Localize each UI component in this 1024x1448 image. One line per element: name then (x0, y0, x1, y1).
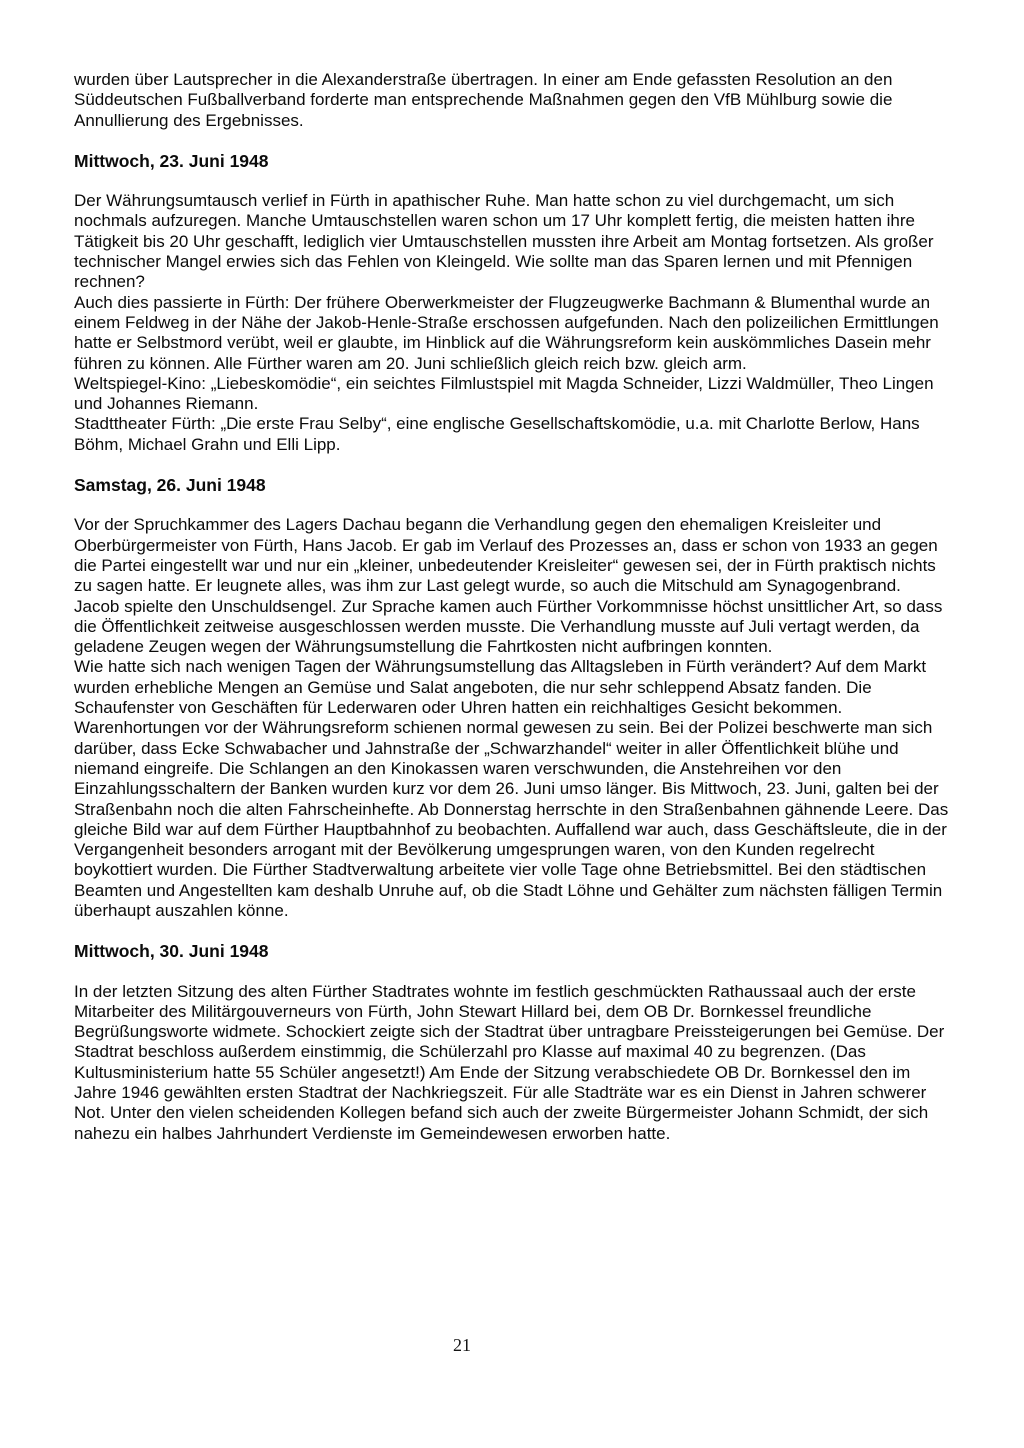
paragraph-waehrungsumtausch: Der Währungsumtausch verlief in Fürth in apathischer Ruhe. Man hatte schon zu viel durchgemacht, um sich nochmals aufzuregen. Manche Umtauschstellen waren schon um 17 Uhr komplett fertig, die meisten hatten ihre Tätigkeit bis 20 Uhr geschafft, lediglich vier Umtauschstellen mussten ihre Arbeit am Montag fortsetzen. Als großer technischer Mangel erwies sich das Fehlen von Kleingeld. Wie sollte man das Sparen lernen und mit Pfennigen rechnen? (74, 191, 934, 292)
paragraph-weltspiegel-kino: Weltspiegel-Kino: „Liebeskomödie“, ein seichtes Filmlustspiel mit Magda Schneider, Lizzi Waldmüller, Theo Lingen und Johannes Riemann. (74, 373, 934, 414)
page-number: 21 (453, 1335, 471, 1355)
date-heading-samstag-26-juni-1948: Samstag, 26. Juni 1948 (74, 475, 266, 496)
paragraph-alltagsleben-nach-waehrungsumstellung: Wie hatte sich nach wenigen Tagen der Währungsumstellung das Alltagsleben in Fürth verändert? Auf dem Markt wurden erhebliche Mengen an Gemüse und Salat angeboten, die nur sehr schleppend Absatz fanden. Die Schaufenster von Geschäften für Lederwaren oder Uhren hatten ein reichhaltiges Gesicht bekommen. Warenhortungen vor der Währungsreform schienen normal gewesen zu sein. Bei der Polizei beschwerte man sich darüber, dass Ecke Schwabacher und Jahnstraße der „Schwarzhandel“ weiter in aller Öffentlichkeit blühe und niemand eingreife. Die Schlangen an den Kinokassen waren verschwunden, die Anstehreihen vor den Einzahlungsschaltern der Banken wurden kurz vor dem 26. Juni umso länger. Bis Mittwoch, 23. Juni, galten bei der Straßenbahn noch die alten Fahrscheinhefte. Ab Donnerstag herrschte in den Straßenbahnen gähnende Leere. Das gleiche Bild war auf dem Fürther Hauptbahnhof zu beobachten. Auffallend war auch, dass Geschäftsleute, die in der Vergangenheit besonders arrogant mit der Bevölkerung umgesprungen waren, von den Kunden regelrecht boykottiert wurden. Die Fürther Stadtverwaltung arbeitete vier volle Tage ohne Betriebsmittel. Bei den städtischen Beamten und Angestellten kam deshalb Unruhe auf, ob die Stadt Löhne und Gehälter zum nächsten fälligen Termin überhaupt auszahlen könne. (74, 657, 949, 920)
paragraph-oberwerkmeister-selbstmord: Auch dies passierte in Fürth: Der frühere Oberwerkmeister der Flugzeugwerke Bachmann & Blumenthal wurde an einem Feldweg in der Nähe der Jakob-Henle-Straße erschossen aufgefunden. Nach den polizeilichen Ermittlungen hatte er Selbstmord verübt, weil er glaubte, im Hinblick auf die Währungsreform kein auskömmliches Dasein mehr führen zu können. Alle Fürther waren am 20. Juni schließlich gleich reich bzw. gleich arm. (74, 292, 939, 373)
paragraph-letzte-stadtratssitzung: In der letzten Sitzung des alten Fürther Stadtrates wohnte im festlich geschmückten Rathaussaal auch der erste Mitarbeiter des Militärgouverneurs von Fürth, John Stewart Hillard bei, dem OB Dr. Bornkessel freundliche Begrüßungsworte widmete. Schockiert zeigte sich der Stadtrat über untragbare Preissteigerungen bei Gemüse. Der Stadtrat beschloss außerdem einstimmig, die Schülerzahl pro Klasse auf maximal 40 zu begrenzen. (Das Kultusministerium hatte 55 Schüler angesetzt!) Am Ende der Sitzung verabschiedete OB Dr. Bornkessel den im Jahre 1946 gewählten ersten Stadtrat der Nachkriegszeit. Für alle Stadträte war es ein Dienst in Jahren schwerer Not. Unter den vielen scheidenden Kollegen befand sich auch der zweite Bürgermeister Johann Schmidt, der sich nahezu ein halbes Jahrhundert Verdienste im Gemeindewesen erworben hatte. (74, 981, 945, 1143)
text-column (74, 70, 950, 1144)
paragraph-stadttheater-fuerth: Stadttheater Fürth: „Die erste Frau Selby“, eine englische Gesellschaftskomödie, u.a. mit Charlotte Berlow, Hans Böhm, Michael Grahn und Elli Lipp. (74, 414, 920, 454)
date-heading-mittwoch-30-juni-1948: Mittwoch, 30. Juni 1948 (74, 941, 269, 962)
paragraph-spruchkammer-dachau: Vor der Spruchkammer des Lagers Dachau begann die Verhandlung gegen den ehemaligen Kreisleiter und Oberbürgermeister von Fürth, Hans Jacob. Er gab im Verlauf des Prozesses an, dass er schon von 1933 an gegen die Partei eingestellt war und nur ein „kleiner, unbedeutender Kreisleiter“ gewesen sei, der in Fürth praktisch nichts zu sagen hatte. Er leugnete alles, was ihm zur Last gelegt wurde, so auch die Mitschuld am Synagogenbrand. Jacob spielte den Unschuldsengel. Zur Sprache kamen auch Fürther Vorkommnisse höchst unsittlicher Art, so dass die Öffentlichkeit zeitweise ausgeschlossen werden musste. Die Verhandlung musste auf Juli vertagt werden, da geladene Zeugen wegen der Währungsumstellung die Fahrtkosten nicht aufbringen konnten. (74, 515, 943, 657)
date-heading-mittwoch-23-juni-1948: Mittwoch, 23. Juni 1948 (74, 150, 269, 171)
paragraph-continuation-football-resolution: wurden über Lautsprecher in die Alexanderstraße übertragen. In einer am Ende gefassten Resolution an den Süddeutschen Fußballverband forderte man entsprechende Maßnahmen gegen den VfB Mühlburg sowie die Annullierung des Ergebnisses. (74, 70, 893, 130)
